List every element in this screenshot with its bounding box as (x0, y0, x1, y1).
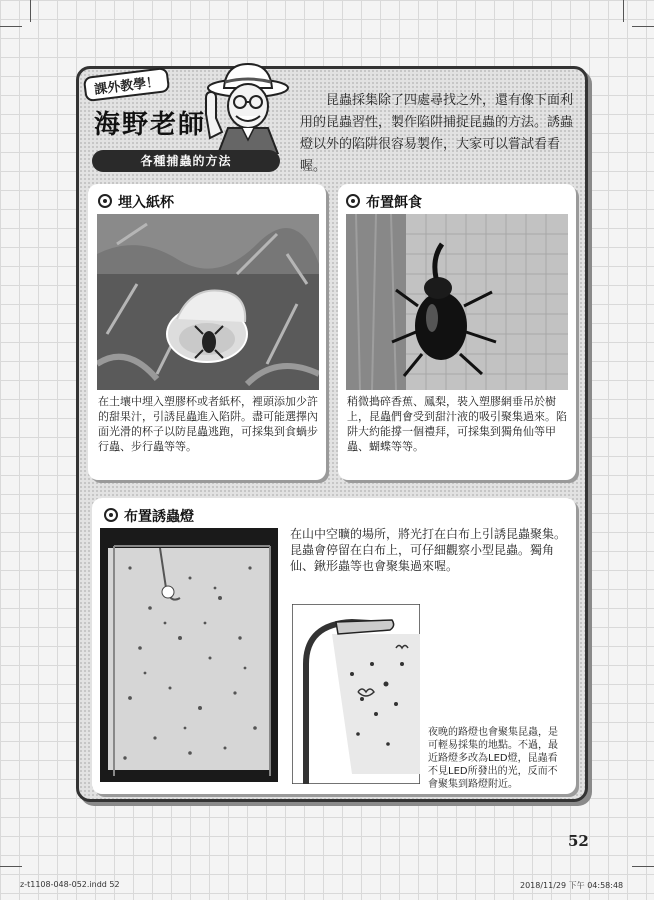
cup-trap-title-text: 埋入紙杯 (118, 195, 174, 211)
crop-mark (632, 866, 654, 867)
crop-mark (0, 26, 22, 27)
target-bullet-icon (98, 194, 112, 208)
light-trap-photo (100, 528, 278, 782)
bait-trap-title-text: 布置餌食 (366, 195, 422, 211)
intro-text: 昆蟲採集除了四處尋找之外，還有像下面利用的昆蟲習性，製作陷阱捕捉昆蟲的方法。誘蟲燈以外的陷阱很容易製作，大家可以嘗試看看喔。 (300, 93, 574, 174)
target-bullet-icon (346, 194, 360, 208)
page-number: 52 (568, 832, 589, 850)
crop-mark (632, 26, 654, 27)
streetlight-illustration (292, 604, 420, 784)
cup-trap-title (98, 192, 174, 212)
file-info: z-t1108-048-052.indd 52 (20, 880, 120, 889)
light-trap-caption: 在山中空曠的場所，將光打在白布上引誘昆蟲聚集。昆蟲會停留在白布上，可仔細觀察小型昆蟲。獨角仙、鍬形蟲等也會聚集過來喔。 (290, 527, 567, 573)
teacher-name: 海野老師 (94, 110, 207, 140)
cup-trap-photo (97, 214, 319, 390)
section-title: 各種捕蟲的方法 (92, 150, 280, 172)
bait-trap-title (346, 192, 422, 212)
light-trap-title (104, 506, 194, 526)
crop-mark (623, 0, 624, 22)
light-trap-title-text: 布置誘蟲燈 (124, 509, 194, 525)
cup-trap-caption: 在土壤中埋入塑膠杯或者紙杯，裡頭添加少許的甜果汁，引誘昆蟲進入陷阱。盡可能選擇內面光滑的杯子以防昆蟲逃跑，可採集到食蝸步行蟲、步行蟲等等。 (98, 395, 318, 453)
teacher-portrait (198, 58, 290, 154)
crop-mark (30, 0, 31, 22)
lesson-badge: 課外教學！ (83, 67, 170, 102)
bait-trap-photo (346, 214, 568, 390)
crop-mark (0, 866, 22, 867)
print-timestamp: 2018/11/29 下午 04:58:48 (520, 881, 624, 890)
target-bullet-icon (104, 508, 118, 522)
bait-trap-caption: 稍微搗碎香蕉、鳳梨，裝入塑膠網垂吊於樹上，昆蟲們會受到甜汁液的吸引聚集過來。陷阱大約能撐一個禮拜，可採集到獨角仙等甲蟲、蝴蝶等等。 (347, 395, 567, 453)
streetlight-caption: 夜晚的路燈也會聚集昆蟲，是可輕易採集的地點。不過，最近路燈多改為LED燈，昆蟲看不見LED所發出的光，反而不會聚集到路燈附近。 (428, 727, 558, 790)
